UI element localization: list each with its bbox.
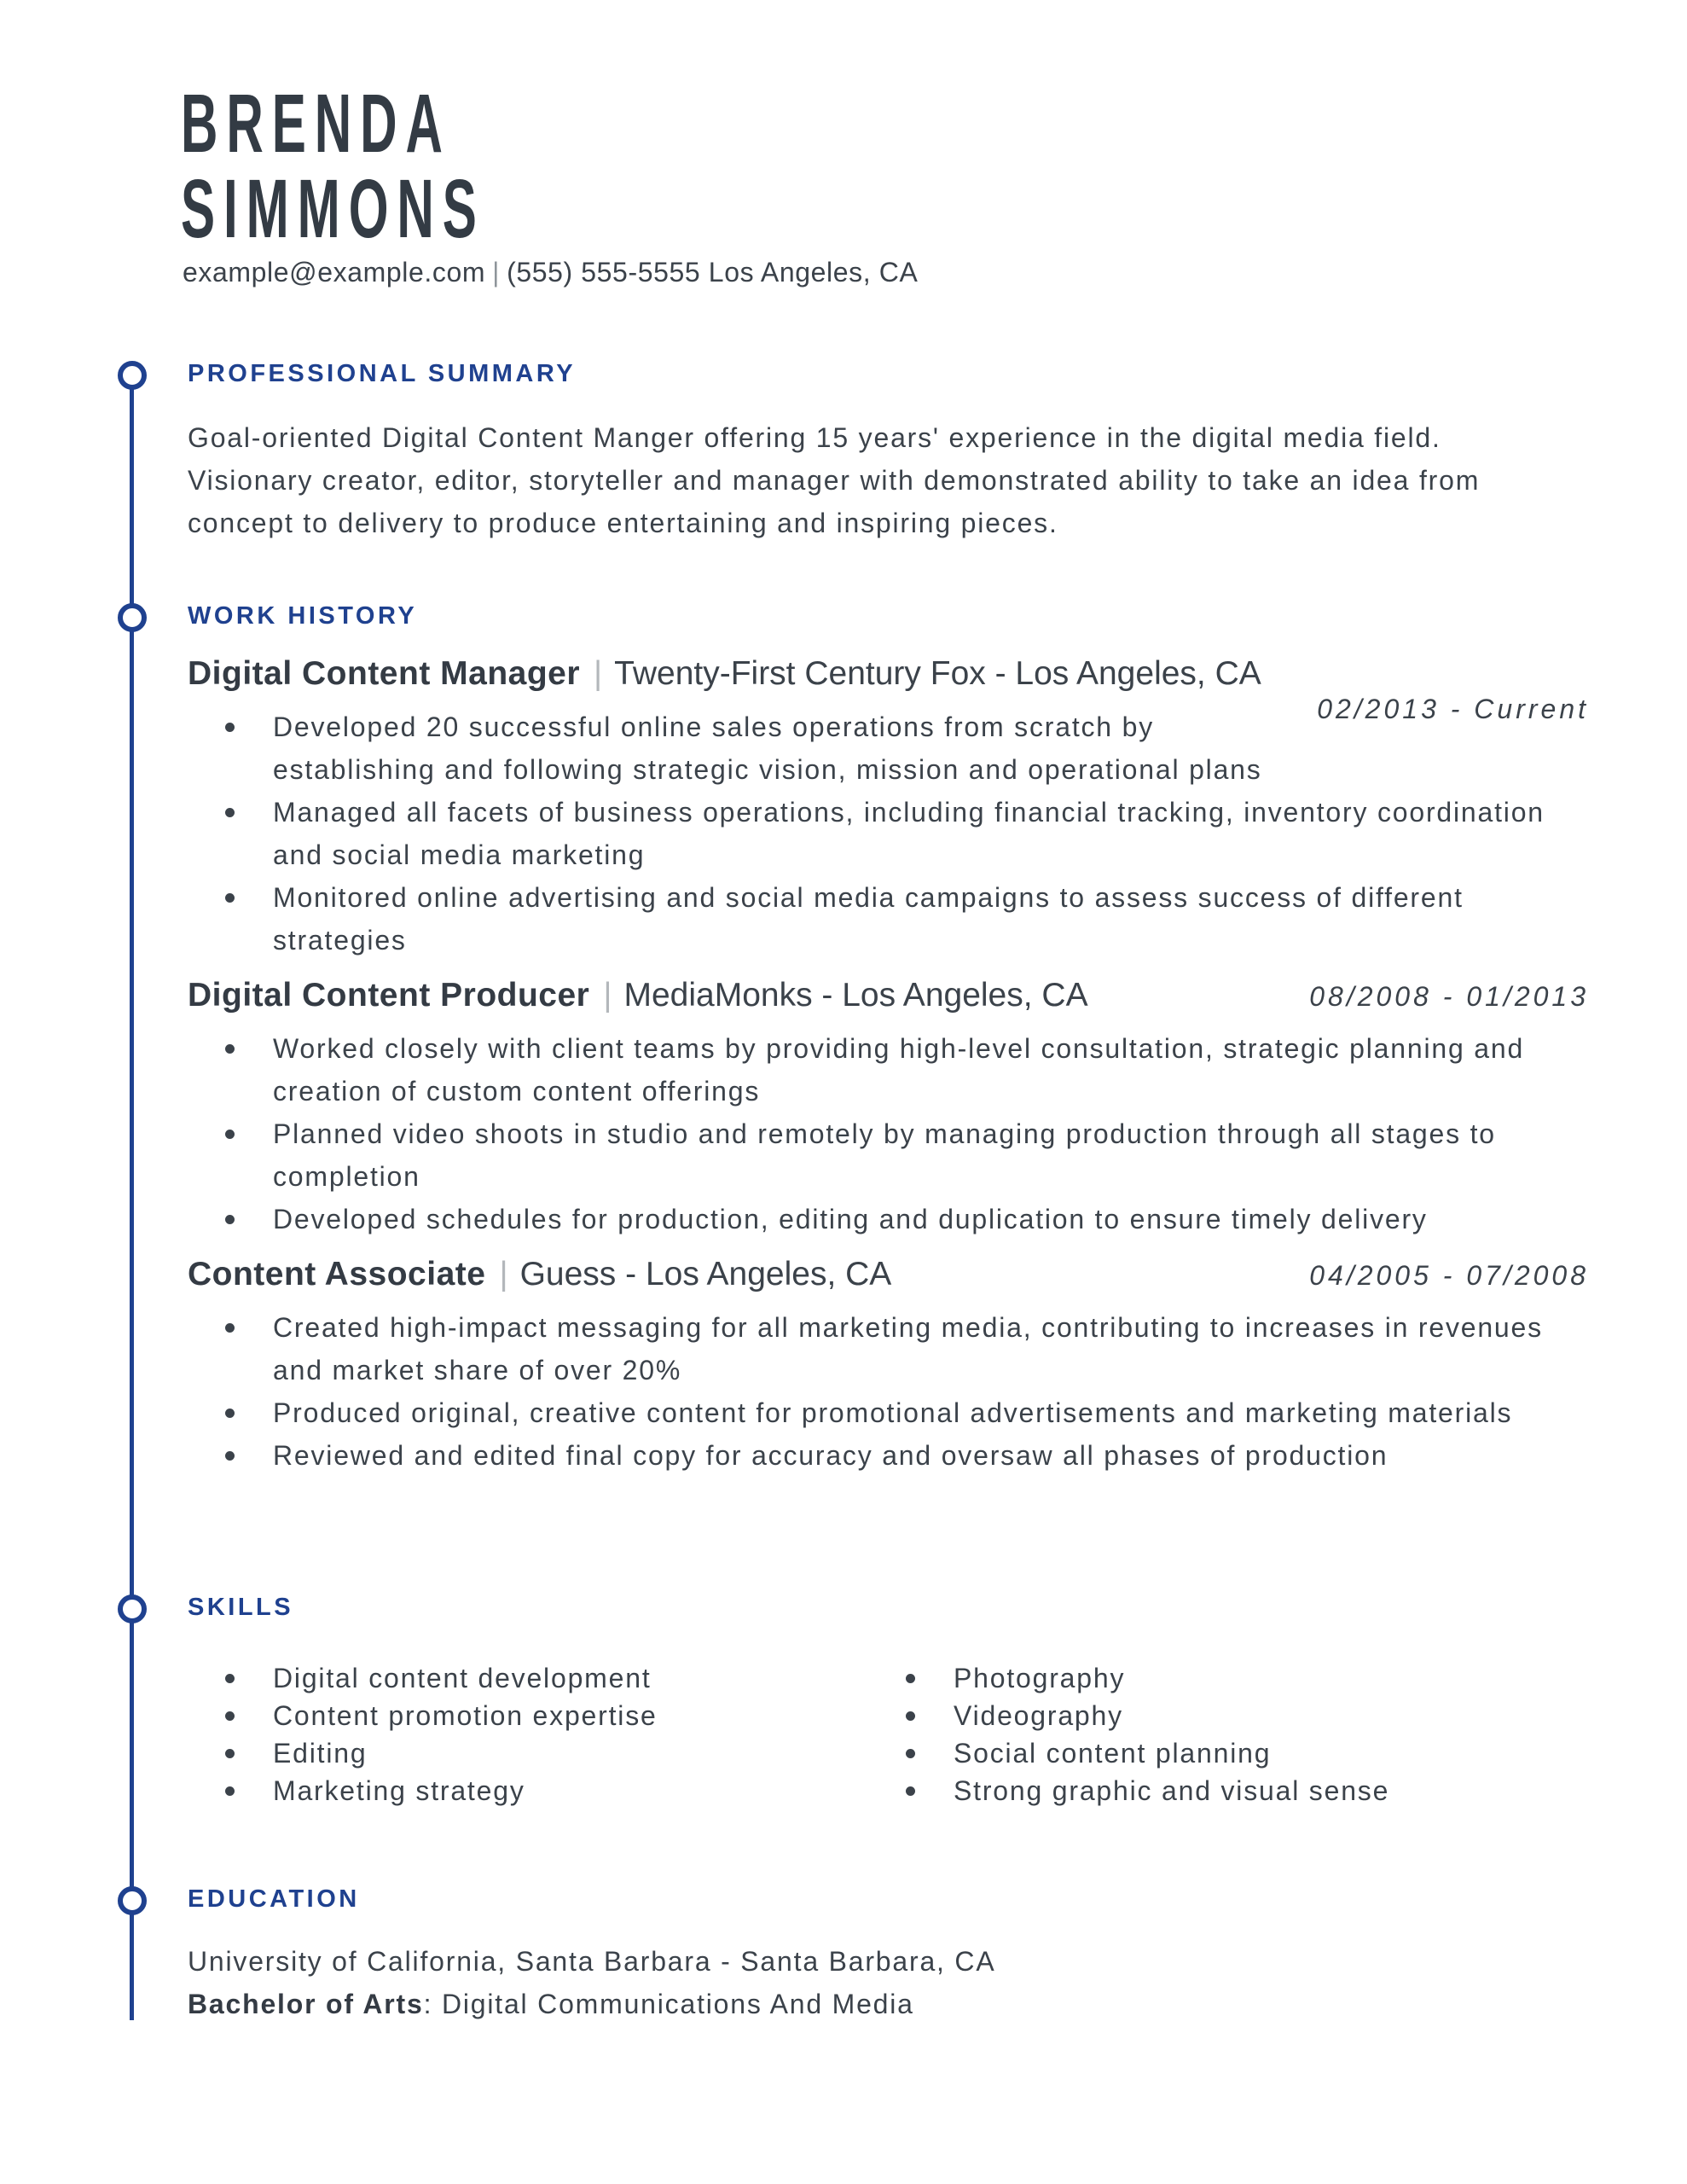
job-entry (188, 1252, 1589, 1477)
skill-item: Social content planning (868, 1734, 1389, 1772)
education-heading: EDUCATION (188, 1885, 360, 1913)
job-bullet: Developed 20 successful online sales operations from scratch by establishing and following strategic vision, mission and operational plans (188, 706, 1589, 791)
job-dates: 08/2008 - 01/2013 (1309, 981, 1589, 1012)
contact-phone: (555) 555-5555 (507, 257, 701, 288)
job-role: Content Associate (188, 1256, 486, 1292)
section-education (188, 1885, 1589, 2025)
job-entry (188, 652, 1589, 961)
timeline-dot-summary (118, 361, 147, 390)
timeline-dot-skills (118, 1594, 147, 1623)
summary-heading: PROFESSIONAL SUMMARY (188, 360, 577, 387)
skill-item: Photography (868, 1659, 1389, 1697)
skill-item: Marketing strategy (188, 1772, 868, 1809)
job-company: Twenty-First Century Fox - Los Angeles, CA (614, 655, 1261, 692)
job-dates: 02/2013 - Current (1317, 694, 1589, 724)
job-bullet-list (188, 706, 1589, 961)
contact-location: Los Angeles, CA (708, 257, 919, 288)
education-degree-detail: : Digital Communications And Media (423, 1989, 914, 2019)
resume-header (181, 77, 671, 255)
job-dates: 04/2005 - 07/2008 (1309, 1260, 1589, 1291)
job-bullet: Developed schedules for production, editing and duplication to ensure timely delivery (188, 1198, 1589, 1240)
education-body (188, 1940, 1589, 2025)
skills-heading: SKILLS (188, 1594, 294, 1621)
job-bullet: Monitored online advertising and social media campaigns to assess success of different strategies (188, 876, 1589, 961)
contact-divider: | (492, 257, 501, 288)
education-degree-line (188, 1983, 1589, 2025)
skill-item: Editing (188, 1734, 868, 1772)
skill-item: Strong graphic and visual sense (868, 1772, 1389, 1809)
job-bullet: Created high-impact messaging for all marketing media, contributing to increases in revenues and market share of over 20% (188, 1306, 1589, 1391)
skills-columns (188, 1659, 1589, 1809)
job-entry (188, 973, 1589, 1240)
job-role: Digital Content Producer (188, 977, 590, 1014)
education-school: University of California, Santa Barbara - Santa Barbara, CA (188, 1946, 996, 1977)
job-bullet-list (188, 1306, 1589, 1477)
section-professional-summary (188, 360, 1589, 544)
contact-email: example@example.com (183, 257, 486, 288)
job-company: Guess - Los Angeles, CA (519, 1256, 892, 1292)
job-divider: | (499, 1256, 508, 1292)
job-bullet: Reviewed and edited final copy for accuracy and oversaw all phases of production (188, 1434, 1589, 1477)
job-bullet: Managed all facets of business operations, including financial tracking, inventory coordination and social media marketing (188, 791, 1589, 876)
job-bullet: Produced original, creative content for promotional advertisements and marketing materials (188, 1391, 1589, 1434)
timeline-dot-work (118, 603, 147, 632)
summary-text: Goal-oriented Digital Content Manger offering 15 years' experience in the digital media field. Visionary creator, editor, storyteller and manager with demonstrated ability to take an idea from concept to delivery to produce entertaining and inspiring pieces. (188, 422, 1481, 538)
name-last: SIMMONS (181, 162, 485, 255)
work-heading: WORK HISTORY (188, 602, 418, 630)
job-company: MediaMonks - Los Angeles, CA (623, 977, 1088, 1014)
skill-item: Digital content development (188, 1659, 868, 1697)
name-first: BRENDA (181, 77, 451, 170)
contact-line (183, 255, 918, 289)
skill-item: Videography (868, 1697, 1389, 1734)
job-bullet: Planned video shoots in studio and remotely by managing production through all stages to completion (188, 1112, 1589, 1198)
job-bullet-list (188, 1027, 1589, 1240)
job-divider: | (603, 977, 612, 1014)
education-degree: Bachelor of Arts (188, 1989, 424, 2019)
section-work-history (188, 602, 1589, 1489)
skill-item: Content promotion expertise (188, 1697, 868, 1734)
job-list (188, 652, 1589, 1477)
skills-column-left (188, 1659, 868, 1809)
job-divider: | (594, 655, 603, 692)
job-role: Digital Content Manager (188, 655, 581, 692)
section-skills (188, 1594, 1589, 1809)
skills-column-right (868, 1659, 1389, 1809)
job-bullet: Worked closely with client teams by providing high-level consultation, strategic planning and creation of custom content offerings (188, 1027, 1589, 1112)
timeline-dot-education (118, 1886, 147, 1915)
